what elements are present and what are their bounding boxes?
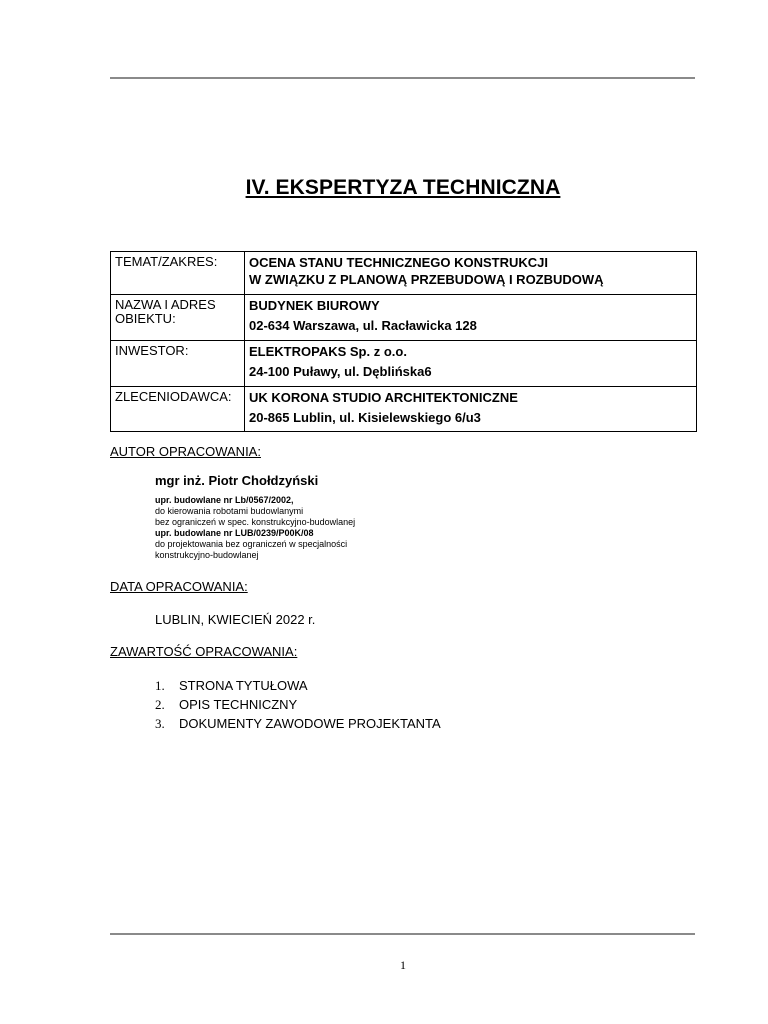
author-name: mgr inż. Piotr Chołdzyński xyxy=(155,473,319,488)
qualification-line: upr. budowlane nr Lb/0567/2002, xyxy=(155,495,294,505)
contents-list xyxy=(155,676,441,733)
row-value xyxy=(245,341,697,387)
list-item xyxy=(155,714,441,733)
author-qualifications xyxy=(155,495,355,561)
row-label: TEMAT/ZAKRES: xyxy=(111,252,245,295)
table-row xyxy=(111,341,697,387)
item-number: 1. xyxy=(155,678,165,693)
bottom-rule xyxy=(110,933,695,935)
qualification-line: upr. budowlane nr LUB/0239/P00K/08 xyxy=(155,528,314,538)
qualification-line: konstrukcyjno-budowlanej xyxy=(155,550,259,560)
qualification-line: do projektowania bez ograniczeń w specjalności xyxy=(155,539,348,549)
item-number: 2. xyxy=(155,697,165,712)
row-value xyxy=(245,252,697,295)
item-text: OPIS TECHNICZNY xyxy=(179,697,298,712)
author-heading: AUTOR OPRACOWANIA: xyxy=(110,444,261,459)
row-label: INWESTOR: xyxy=(111,341,245,387)
qualification-line: bez ograniczeń w spec. konstrukcyjno-budowlanej xyxy=(155,517,356,527)
table-row xyxy=(111,252,697,295)
row-label: NAZWA I ADRES OBIEKTU: xyxy=(111,295,245,341)
date-heading: DATA OPRACOWANIA: xyxy=(110,579,248,594)
row-value xyxy=(245,295,697,341)
contents-heading: ZAWARTOŚĆ OPRACOWANIA: xyxy=(110,644,298,659)
value-line: 02-634 Warszawa, ul. Racławicka 128 xyxy=(249,318,477,333)
item-text: STRONA TYTUŁOWA xyxy=(179,678,308,693)
row-label: ZLECENIODAWCA: xyxy=(111,387,245,432)
list-item xyxy=(155,695,441,714)
item-number: 3. xyxy=(155,716,165,731)
qualification-line: do kierowania robotami budowlanymi xyxy=(155,506,304,516)
value-line: BUDYNEK BIUROWY xyxy=(249,298,380,313)
value-line: 20-865 Lublin, ul. Kisielewskiego 6/u3 xyxy=(249,410,481,425)
table-row xyxy=(111,295,697,341)
value-line: UK KORONA STUDIO ARCHITEKTONICZNE xyxy=(249,390,518,405)
table-row xyxy=(111,387,697,432)
value-line: W ZWIĄZKU Z PLANOWĄ PRZEBUDOWĄ I ROZBUDOWĄ xyxy=(249,272,604,287)
project-info-table xyxy=(110,251,697,432)
value-line: 24-100 Puławy, ul. Dęblińska6 xyxy=(249,364,432,379)
row-value xyxy=(245,387,697,432)
document-title: IV. EKSPERTYZA TECHNICZNA xyxy=(245,176,561,199)
item-text: DOKUMENTY ZAWODOWE PROJEKTANTA xyxy=(179,716,441,731)
date-value: LUBLIN, KWIECIEŃ 2022 r. xyxy=(155,612,316,627)
page-number: 1 xyxy=(400,958,406,972)
value-line: OCENA STANU TECHNICZNEGO KONSTRUKCJI xyxy=(249,255,549,270)
list-item xyxy=(155,676,441,695)
value-line: ELEKTROPAKS Sp. z o.o. xyxy=(249,344,407,359)
top-rule xyxy=(110,77,695,79)
